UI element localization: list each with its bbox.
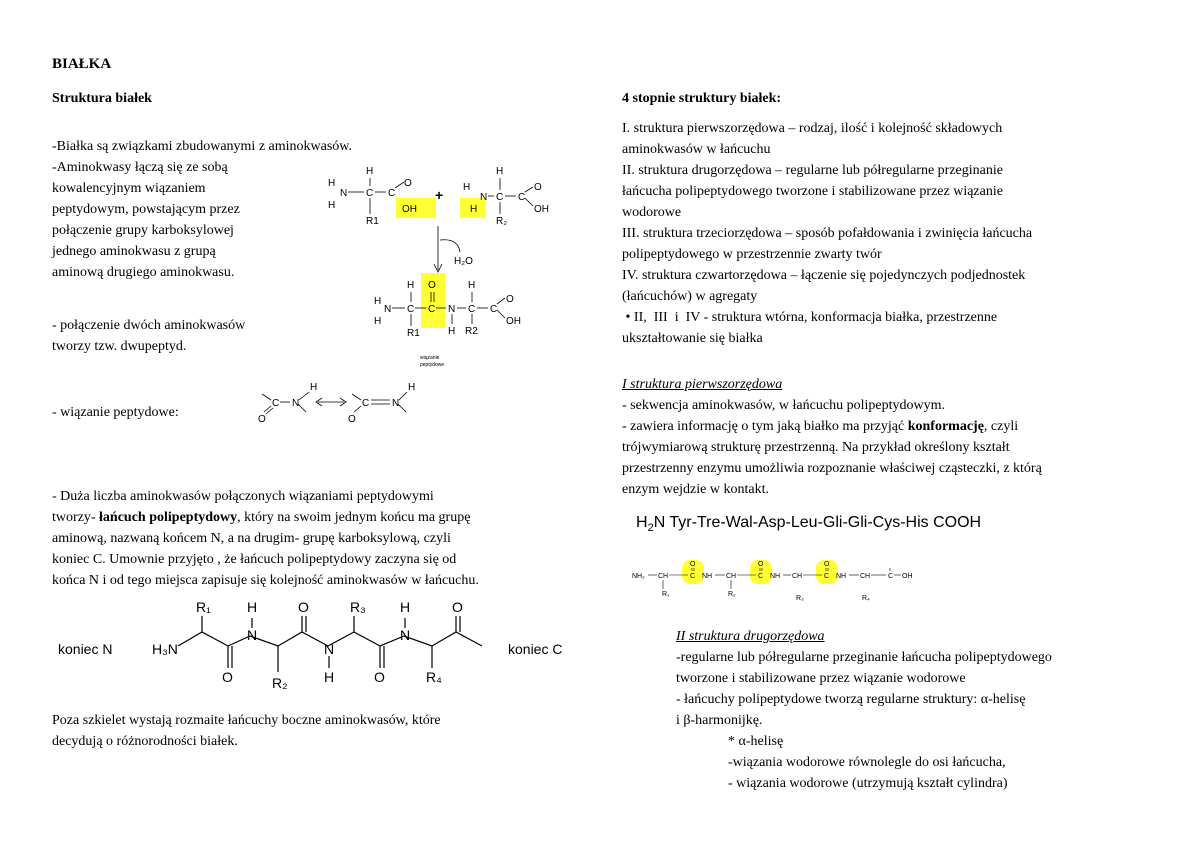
- atom-h: H: [470, 204, 478, 215]
- group-nh: NH: [770, 573, 781, 580]
- atom-c: C: [518, 192, 526, 203]
- text-line: tworzone i stabilizowane przez wiązanie wodorowe: [676, 671, 966, 686]
- atom-o: O: [374, 669, 385, 685]
- atom-c: C: [758, 573, 764, 580]
- paragraph-side-chains: [52, 710, 441, 752]
- text-line: przestrzenny enzymu umożliwia rozpoznanie właściwej cząsteczki, z którą: [622, 461, 1042, 476]
- atom-n: N: [448, 304, 456, 315]
- term-conformation: konformację: [907, 419, 984, 434]
- plus-sign: +: [435, 187, 444, 203]
- label-n-terminus: koniec N: [58, 641, 113, 657]
- atom-o: O: [534, 182, 542, 193]
- label-c-terminus: koniec C: [508, 641, 563, 657]
- atom-o: O: [506, 294, 514, 305]
- atom-o: O: [404, 178, 412, 189]
- group-nh: NH: [836, 573, 847, 580]
- paragraph-amino-acids-bond: [52, 157, 240, 283]
- text-span: , czyli: [983, 419, 1019, 434]
- peptide-bond-resonance-diagram: [254, 382, 434, 426]
- text-line: -wiązania wodorowe równolegle do osi łańcucha,: [728, 755, 1006, 770]
- list-line: wodorowe: [622, 205, 682, 220]
- text-line: i β-harmonijkę.: [676, 713, 763, 728]
- text-line: końca N i od tego miejsca zapisuje się kolejność aminokwasów w łańcuchu.: [52, 573, 479, 588]
- text-line: jednego aminokwasu z grupą: [52, 244, 216, 259]
- text-line: tworzy tzw. dwupeptyd.: [52, 339, 187, 354]
- text-line: decydują o różnorodności białek.: [52, 734, 238, 749]
- page-title: BIAŁKA: [52, 56, 112, 72]
- atom-o: O: [452, 599, 463, 615]
- text-span: H: [636, 514, 648, 531]
- atom-o: O: [258, 414, 266, 425]
- text-line: * α-helisę: [728, 734, 784, 749]
- group-ch: CH: [860, 573, 871, 580]
- atom-h: H: [247, 599, 258, 615]
- section-title-structure: Struktura białek: [52, 91, 152, 106]
- atom-o: O: [222, 669, 233, 685]
- text-span: - zawiera informację o tym jaką białko ma przyjąć: [622, 419, 908, 434]
- atom-c: C: [468, 304, 476, 315]
- text-line: połączenie grupy karboksylowej: [52, 223, 234, 238]
- atom-n: N: [480, 192, 488, 203]
- label-r4: R₄: [426, 669, 442, 685]
- atom-h: H: [448, 326, 456, 337]
- group-nh2: NH₂: [632, 573, 645, 580]
- atom-c: C: [366, 188, 374, 199]
- group-ch: CH: [792, 573, 803, 580]
- label-r2: R2: [465, 326, 478, 337]
- list-line: aminokwasów w łańcuchu: [622, 142, 771, 157]
- atom-o: O: [758, 561, 764, 568]
- atom-h: H: [496, 166, 504, 177]
- amino-acid-sequence: [636, 512, 981, 539]
- label-r1: R1: [366, 216, 379, 227]
- section-title-primary: I struktura pierwszorzędowa: [622, 377, 783, 392]
- peptide-bond-reaction-diagram: [320, 160, 560, 375]
- text-line: -regularne lub półregularne przeginanie łańcucha polipeptydowego: [676, 650, 1052, 665]
- atom-h: H: [374, 316, 382, 327]
- atom-c: C: [490, 304, 498, 315]
- atom-c: C: [388, 188, 396, 199]
- label-peptide-bond-small: peptydowe: [420, 362, 445, 368]
- atom-c: C: [888, 573, 894, 580]
- list-line: • II, III i IV - struktura wtórna, konformacja białka, przestrzenne: [622, 310, 998, 325]
- paragraph-polypeptide-chain: [52, 486, 479, 591]
- text-span: tworzy-: [52, 510, 96, 525]
- text-line: - łańcuchy polipeptydowe tworzą regularne struktury: α-helisę: [676, 692, 1026, 707]
- atom-c: C: [407, 304, 415, 315]
- list-line: polipeptydowego w przestrzennie zwarty twór: [622, 247, 882, 262]
- list-line: ukształtowanie się białka: [622, 331, 763, 346]
- label-peptide-bond-small: wiązanie: [420, 355, 440, 361]
- label-r2: R₂: [728, 591, 736, 598]
- label-r3: R₃: [350, 599, 366, 615]
- atom-h: H: [463, 182, 471, 193]
- atom-h: H: [366, 166, 374, 177]
- paragraph-primary-structure: [622, 395, 1042, 500]
- label-h2o: H₂O: [454, 256, 473, 267]
- text-line: -Aminokwasy łączą się ze sobą: [52, 160, 228, 175]
- list-line: (łańcuchów) w agregaty: [622, 289, 758, 304]
- list-structure-levels: [622, 118, 1032, 349]
- atom-h: H: [310, 382, 318, 393]
- group-oh: OH: [902, 573, 913, 580]
- atom-h: H: [324, 669, 335, 685]
- group-oh: OH: [402, 204, 417, 215]
- atom-c: C: [690, 573, 696, 580]
- group-ch: CH: [658, 573, 669, 580]
- term-polypeptide-chain: łańcuch polipeptydowy: [99, 510, 238, 525]
- text-line: trójwymiarową strukturę przestrzenną. Na przykład określony kształt: [622, 440, 1010, 455]
- atom-c: C: [824, 573, 830, 580]
- atom-h: H: [408, 382, 416, 393]
- label-r2: R₂: [272, 675, 288, 691]
- atom-o: O: [428, 280, 436, 291]
- text-line: - połączenie dwóch aminokwasów: [52, 318, 246, 333]
- label-r1: R1: [407, 328, 420, 339]
- atom-c: C: [272, 398, 280, 409]
- atom-h: H: [328, 200, 336, 211]
- list-line: III. struktura trzeciorzędowa – sposób pofałdowania i zwinięcia łańcucha: [622, 226, 1033, 241]
- text-line: - wiązania wodorowe (utrzymują kształt cylindra): [728, 776, 1008, 791]
- atom-n: N: [247, 627, 258, 643]
- atom-n: N: [324, 641, 335, 657]
- atom-h: H: [400, 599, 411, 615]
- text-line: aminową, nazwaną końcem N, a na drugim- grupę karboksylową, czyli: [52, 531, 451, 546]
- paragraph-secondary-structure: [676, 647, 1052, 731]
- heading-four-levels: 4 stopnie struktury białek:: [622, 91, 782, 106]
- atom-n: N: [340, 188, 348, 199]
- label-r3: R₃: [796, 595, 804, 602]
- text-line: - sekwencja aminokwasów, w łańcuchu polipeptydowym.: [622, 398, 945, 413]
- atom-n: N: [384, 304, 392, 315]
- label-r1: R₁: [196, 599, 211, 615]
- text-line: aminową drugiego aminokwasu.: [52, 265, 235, 280]
- atom-o: O: [298, 599, 309, 615]
- text-span: , który na swoim jednym końcu ma grupę: [237, 510, 471, 525]
- text-line: [622, 416, 1042, 437]
- group-ch: CH: [726, 573, 737, 580]
- text-span: N Tyr-Tre-Wal-Asp-Leu-Gli-Gli-Cys-His COOH: [653, 514, 982, 531]
- atom-h: H: [328, 178, 336, 189]
- list-line: łańcucha polipeptydowego tworzone i stabilizowane przez wiązanie: [622, 184, 1003, 199]
- group-oh: OH: [506, 316, 521, 327]
- subscript: 2: [647, 522, 654, 535]
- atom-n: N: [392, 398, 400, 409]
- atom-h: H: [407, 280, 415, 291]
- atom-c: C: [428, 304, 436, 315]
- atom-h: H: [468, 280, 476, 291]
- group-h3n: H₃N: [152, 641, 178, 657]
- list-line: I. struktura pierwszorzędowa – rodzaj, ilość i kolejność składowych: [622, 121, 1003, 136]
- label-r4: R₄: [862, 595, 870, 602]
- text-line: - Duża liczba aminokwasów połączonych wiązaniami peptydowymi: [52, 489, 434, 504]
- atom-o: O: [348, 414, 356, 425]
- polypeptide-skeleton-diagram: [52, 596, 592, 696]
- text-line: peptydowym, powstającym przez: [52, 202, 240, 217]
- text-line: [52, 507, 479, 528]
- text-line: Poza szkielet wystają rozmaite łańcuchy boczne aminokwasów, które: [52, 713, 441, 728]
- label-r1: R₁: [662, 591, 670, 598]
- text-line: enzym wejdzie w kontakt.: [622, 482, 769, 497]
- paragraph-proteins-def: -Białka są związkami zbudowanymi z aminokwasów.: [52, 139, 353, 154]
- paragraph-dipeptide: [52, 315, 245, 357]
- list-line: II. struktura drugorzędowa – regularne lub półregularne przeginanie: [622, 163, 1003, 178]
- atom-o: O: [690, 561, 696, 568]
- peptide-chain-row-diagram: [628, 552, 928, 606]
- text-line: koniec C. Umownie przyjęto , że łańcuch polipeptydowy zaczyna się od: [52, 552, 457, 567]
- atom-o: O: [824, 561, 830, 568]
- atom-c: C: [496, 192, 504, 203]
- atom-h: H: [374, 296, 382, 307]
- atom-n: N: [292, 398, 300, 409]
- list-line: IV. struktura czwartorzędowa – łączenie się pojedynczych podjednostek: [622, 268, 1026, 283]
- atom-n: N: [400, 627, 411, 643]
- section-title-secondary: II struktura drugorzędowa: [676, 629, 825, 644]
- atom-c: C: [362, 398, 370, 409]
- text-line: kowalencyjnym wiązaniem: [52, 181, 206, 196]
- list-alpha-helix: [728, 731, 1008, 794]
- group-nh: NH: [702, 573, 713, 580]
- label-r2: R₂: [496, 216, 508, 227]
- label-peptide-bond: - wiązanie peptydowe:: [52, 405, 179, 420]
- group-oh: OH: [534, 204, 549, 215]
